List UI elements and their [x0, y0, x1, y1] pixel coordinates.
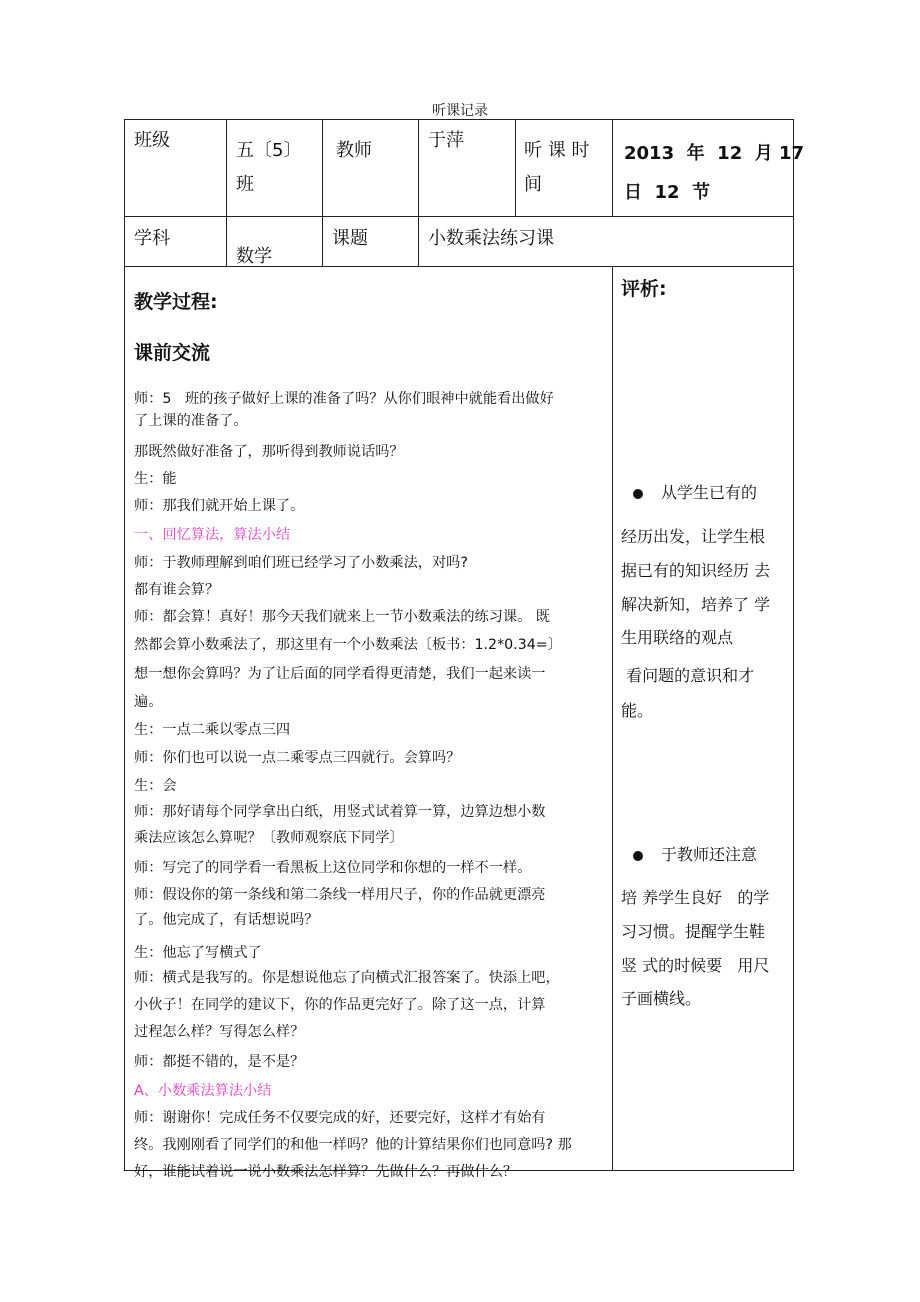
process-line: 师：于教师理解到咱们班已经学习了小数乘法，对吗?: [134, 555, 468, 571]
comment-line: 据已有的知识经历 去: [621, 561, 771, 580]
comment-2-first: [633, 838, 757, 872]
process-line: 终。我刚刚看了同学们的和他一样吗？他的计算结果你们也同意吗? 那: [134, 1137, 572, 1153]
time-value-2: 日 12 节: [624, 182, 711, 203]
comment-text: 从学生已有的: [661, 483, 758, 502]
comment-line: 子画横线。: [621, 989, 702, 1008]
process-line: 了上课的准备了。: [134, 413, 248, 429]
time-label-1: 听 课 时: [524, 140, 590, 161]
section-heading: 一、回忆算法，算法小结: [134, 527, 291, 543]
process-line: 想一想你会算吗？为了让后面的同学看得更清楚，我们一起来读一: [134, 666, 546, 682]
process-line: 那既然做好准备了，那听得到教师说话吗？: [134, 444, 404, 460]
process-line: 师：写完了的同学看一看黑板上这位同学和你想的一样不一样。: [134, 860, 532, 876]
process-line: 师：你们也可以说一点二乘零点三四就行。会算吗？: [134, 750, 461, 766]
comment-line: 看问题的意识和才: [621, 666, 755, 685]
process-line: 都有谁会算？: [134, 582, 220, 598]
subject-value: 数学: [236, 246, 272, 266]
process-line: 师：5 班的孩子做好上课的准备了吗？从你们眼神中就能看出做好: [134, 391, 554, 407]
process-line: 师：那好请每个同学拿出白纸，用竖式试着算一算，边算边想小数: [134, 804, 546, 820]
comment-line: 经历出发，让学生根: [621, 527, 766, 546]
process-line: 师：横式是我写的。你是想说他忘了向横式汇报答案了。快添上吧，: [134, 970, 560, 986]
topic-label: 课题: [332, 228, 368, 249]
class-value-1: 五〔5〕: [236, 140, 302, 161]
process-line: 然都会算小数乘法了，那这里有一个小数乘法〔板书：1.2*0.34=〕: [134, 637, 562, 653]
process-line: 生：会: [134, 778, 177, 794]
comment-line: 竖 式的时候要 用尺: [621, 956, 770, 975]
comment-1-first: [633, 476, 757, 510]
comment-heading: 评析:: [621, 278, 667, 300]
process-line: 小伙子！在同学的建议下，你的作品更完好了。除了这一点，计算: [134, 997, 546, 1013]
process-line: 师：都会算！真好！那今天我们就来上一节小数乘法的练习课。 既: [134, 609, 550, 625]
class-label: 班级: [134, 130, 170, 151]
time-label-2: 间: [524, 174, 542, 195]
class-value-2: 班: [236, 174, 254, 195]
topic-value: 小数乘法练习课: [428, 228, 554, 249]
process-line: 生：他忘了写横式了: [134, 945, 262, 961]
process-line: 了。他完成了，有话想说吗？: [134, 912, 319, 928]
comment-line: 培 养学生良好 的学: [621, 888, 770, 907]
comment-line: 生用联络的观点: [621, 628, 734, 647]
teacher-value: 于萍: [428, 130, 464, 151]
subject-label: 学科: [134, 228, 170, 249]
process-line: 师：那我们就开始上课了。: [134, 498, 305, 514]
process-line: 遍。: [134, 694, 163, 710]
comment-text: 于教师还注意: [661, 845, 758, 864]
process-line: 好，谁能试着说一说小数乘法怎样算？先做什么？再做什么？: [134, 1164, 518, 1180]
time-value-1: 2013 年 12 月 17: [624, 143, 805, 164]
bullet-icon: [633, 489, 643, 499]
process-line: 师：假设你的第一条线和第二条线一样用尺子，你的作品就更漂亮: [134, 887, 546, 903]
bullet-icon: [633, 851, 643, 861]
comment-line: 能。: [621, 701, 654, 720]
comment-line: 解决新知，培养了 学: [621, 595, 771, 614]
teacher-label: 教师: [336, 140, 372, 161]
process-line: 生：一点二乘以零点三四: [134, 722, 291, 738]
process-heading: 教学过程:: [134, 291, 218, 313]
process-line: 过程怎么样？写得怎么样？: [134, 1024, 305, 1040]
process-line: 生：能: [134, 471, 177, 487]
process-subheading: 课前交流: [134, 342, 211, 364]
process-line: 乘法应该怎么算呢？〔教师观察底下同学〕: [134, 830, 404, 846]
page-title: 听课记录: [432, 103, 488, 119]
process-line: 师：都挺不错的，是不是？: [134, 1054, 305, 1070]
comment-line: 习习惯。提醒学生鞋: [621, 922, 766, 941]
process-line: 师：谢谢你！完成任务不仅要完成的好，还要完好，这样才有始有: [134, 1110, 546, 1126]
section-heading: A、小数乘法算法小结: [134, 1083, 272, 1099]
